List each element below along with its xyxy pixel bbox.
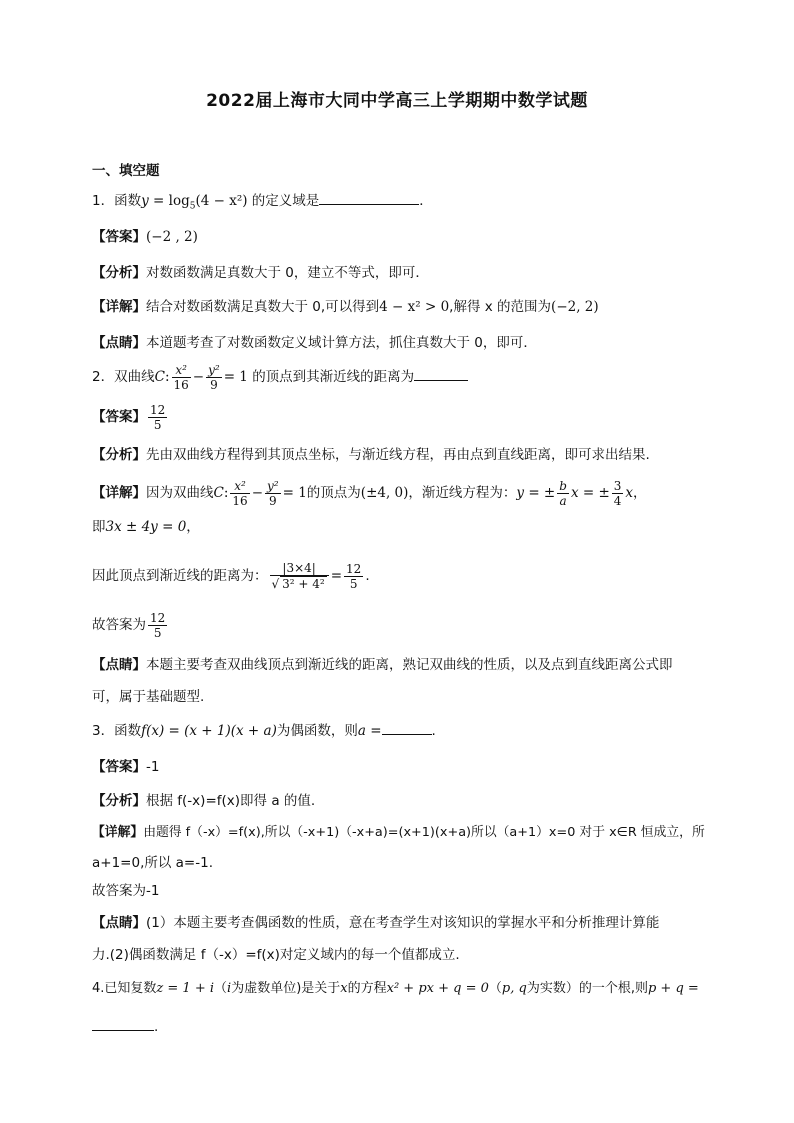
q3-analysis: 【分析】根据 f(-x)=f(x)即得 a 的值. — [92, 793, 316, 809]
question-4: 4.已知复数z = 1 + i（i为虚数单位)是关于x的方程x² + px + q = 0（p, q为实数）的一个根,则p + q = — [92, 981, 699, 996]
answer-blank — [319, 190, 419, 205]
question-1: 1．函数$y = \log_5(4 - x^2)$ 的定义域是 ． — [92, 190, 702, 218]
q3-detail-2: a+1=0,所以 a=-1. — [92, 855, 213, 871]
answer-blank — [382, 720, 432, 735]
question-3: 3．函数f(x) = (x + 1)(x + a)为偶函数，则a = . — [92, 720, 702, 742]
q1-analysis: 【分析】对数函数满足真数大于 0，建立不等式，即可． — [92, 265, 429, 281]
section-heading: 一、填空题 — [92, 163, 160, 179]
q4-blank-line: . — [92, 1016, 702, 1038]
q3-comment-2: 力.(2)偶函数满足 f（-x）=f(x)对定义域内的每一个值都成立. — [92, 947, 460, 963]
q2-detail: 【详解】因为双曲线C: $\frac{\text{x²}}{16}$ − $\frac{\text{y²}}{9}$ = 1的顶点为(±4, 0)，渐近线方程为：y = ± $\frac{b}{a}$ x = ± $\frac{3}{4}$ x， — [92, 478, 647, 508]
answer-blank — [92, 1016, 154, 1031]
q3-comment: 【点睛】(1）本题主要考查偶函数的性质，意在考查学生对该知识的掌握水平和分析推理计算能 — [92, 915, 660, 931]
question-2: 2．双曲线C: $\frac{\text{x²}}{16}$ − $\frac{\text{y²}}{9}$ = 1 的顶点到其渐近线的距离为 — [92, 362, 702, 392]
q3-detail: 【详解】由题得 f（-x）=f(x),所以（-x+1)（-x+a)=(x+1)(x+a)所以（a+1）x=0 对于 x∈R 恒成立，所 — [92, 825, 705, 840]
q1-detail: 【详解】结合对数函数满足真数大于 0,可以得到4 − x² > 0,解得 x 的范围为(−2, 2) — [92, 299, 599, 315]
q2-line-3: 因此顶点到渐近线的距离为： $\frac{|3\times 4|}{\text{√ 3² + 4²}}$ = $\frac{12}{5}$ . — [92, 561, 370, 591]
q2-answer: 【答案】 $\frac{12}{5}$ — [92, 402, 166, 432]
page-title: 2022届上海市大同中学高三上学期期中数学试题 — [206, 91, 588, 111]
q2-comment: 【点睛】本题主要考查双曲线顶点到渐近线的距离，熟记双曲线的性质，以及点到直线距离公式即 — [92, 657, 673, 673]
q2-line-2: 即3x ± 4y = 0， — [92, 519, 200, 535]
answer-blank — [414, 366, 468, 381]
q2-line-4: 故答案为 $\frac{12}{5}$ — [92, 610, 166, 640]
q3-final: 故答案为-1 — [92, 883, 160, 899]
q2-analysis: 【分析】先由双曲线方程得到其顶点坐标，与渐近线方程，再由点到直线距离，即可求出结果. — [92, 447, 650, 463]
q1-comment: 【点睛】本道题考查了对数函数定义域计算方法，抓住真数大于 0，即可． — [92, 335, 537, 351]
q2-comment-2: 可，属于基础题型. — [92, 689, 205, 705]
q3-answer: 【答案】-1 — [92, 759, 160, 775]
q1-answer: 【答案】(−2 , 2) — [92, 229, 198, 245]
